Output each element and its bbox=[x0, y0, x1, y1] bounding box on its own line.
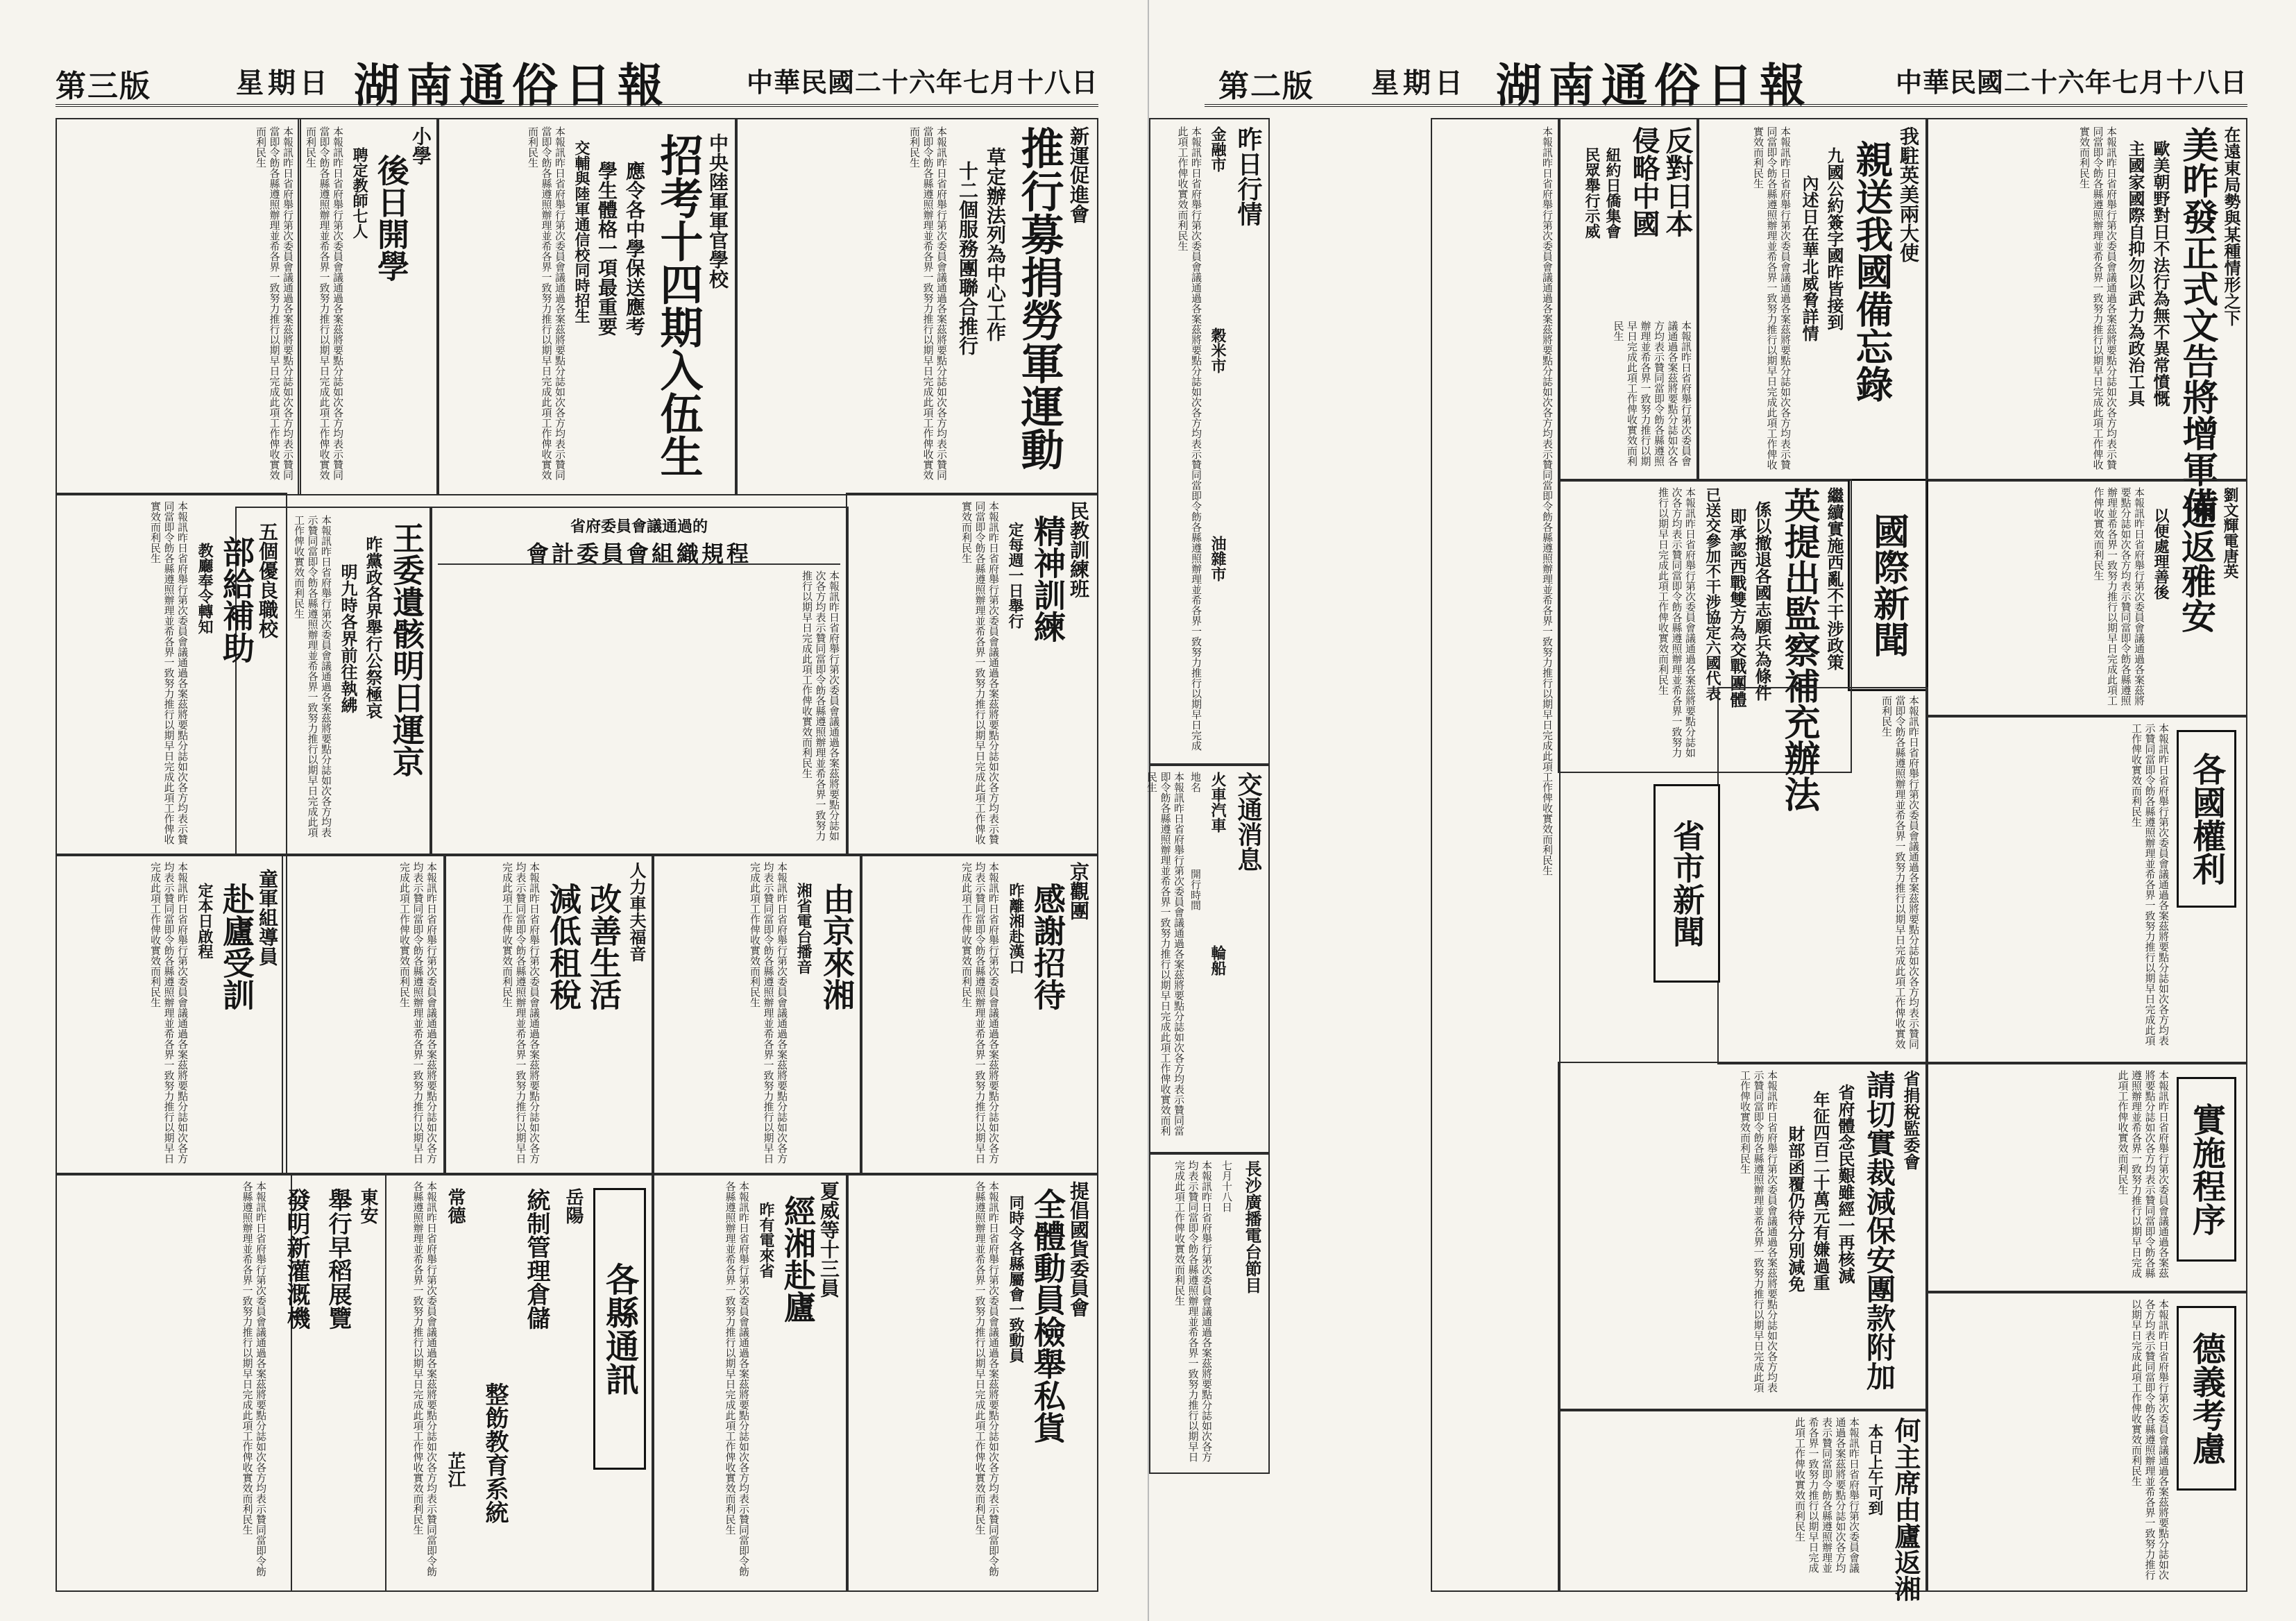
article-body: 本報訊昨日省府舉行第次委員會議通過各案茲將要點分誌如次各方均表示贊同當即令飭各縣遵照辦理並希各界一致努力推行以期早日完成此項工作俾收實效而利民生 bbox=[960, 862, 1000, 1164]
issue-date: 中華民國二十六年七月十八日 bbox=[1895, 67, 2247, 98]
article-subheadline: 財部函覆仍待分別減免 bbox=[1785, 1126, 1805, 1292]
article-body: 本報訊昨日省府舉行第次委員會議通過各案茲將要點分誌如次各方均表示贊同當即令飭各縣遵照辦理並希各界一致努力推行以期早日完成此項工作俾收實效而利民生 bbox=[1794, 1417, 1860, 1573]
article-body: 本報訊昨日省府舉行第次委員會議通過各案茲將要點分誌如次各方均表示贊同當即令飭各縣遵照辦理並希各界一致努力推行以期早日完成此項工作俾收實效而利民生 bbox=[2116, 1070, 2170, 1278]
article-subheadline: 已送交參加不干涉協定六國代表 bbox=[1703, 487, 1721, 701]
article-subheadline: 湘省電台播音 bbox=[794, 883, 813, 974]
weekday-label: 星期日 bbox=[1371, 67, 1467, 99]
article-kicker: 中央陸軍軍官學校 bbox=[706, 133, 729, 289]
ship-column: 地名 bbox=[1189, 772, 1202, 792]
article-kicker: 童軍組導員 bbox=[256, 869, 279, 966]
article-subheadline: 昨離湘赴漢口 bbox=[1007, 883, 1025, 974]
article-headline: 全體動員檢舉私貨 bbox=[1029, 1188, 1066, 1443]
article-body: 本報訊昨日省府舉行第次委員會議通過各案茲將要點分誌如次各方均表示贊同當即令飭各縣遵照辦理並希各界一致努力推行以期早日完成此項工作俾收實效而利民生 bbox=[501, 862, 541, 1164]
article-body: 本報訊昨日省府舉行第次委員會議通過各案茲將要點分誌如次各方均表示贊同當即令飭各縣遵照辦理並希各界一致努力推行以期早日完成此項工作俾收實效而利民生 bbox=[2092, 487, 2145, 706]
dateline: 芷江 bbox=[445, 1452, 466, 1488]
article-subheadline: 九國公約簽字國昨皆接到 bbox=[1824, 147, 1844, 330]
article-body: 本報訊昨日省府舉行第次委員會議通過各案茲將要點分誌如次各方均表示贊同當即令飭各縣遵照辦理並希各界一致努力推行以期早日完成此項工作俾收實效而利民生 bbox=[149, 862, 189, 1164]
article-subheadline: 同時令各縣屬會一致動員 bbox=[1007, 1195, 1025, 1363]
article-scout-training bbox=[56, 854, 287, 1176]
article-left-of-right bbox=[1431, 118, 1561, 1592]
article-envoy-memo bbox=[1697, 118, 1928, 482]
article-subheadline: 省府體念民艱雖經一再核減 bbox=[1835, 1084, 1855, 1284]
article-subheadline: 十二個服務團聯合推行 bbox=[956, 161, 979, 355]
article-subheadline: 草定辦法列為中心工作 bbox=[984, 147, 1007, 341]
article-subheadline: 主國家國際自抑勿以武力為政治工具 bbox=[2125, 140, 2145, 407]
article-kicker: 我駐英美兩大使 bbox=[1897, 126, 1920, 262]
article-headline: 舉行早稻展覽 bbox=[324, 1188, 352, 1330]
article-via-hunan bbox=[652, 1173, 849, 1592]
article-kicker: 省府委員會議通過的 bbox=[570, 518, 708, 536]
article-body: 本報訊昨日省府舉行第次委員會議通過各案茲將要點分誌如次各方均表示贊同當即令飭各縣遵照辦理並希各界一致努力推行以期早日完成此項工作俾收實效而利民生 bbox=[973, 1181, 1000, 1577]
article-subheadline: 減低租稅 bbox=[545, 883, 582, 1010]
market-section: 油雜市 bbox=[1209, 536, 1227, 582]
article-vocational-subsidy bbox=[56, 493, 287, 856]
article-school-opening bbox=[298, 118, 439, 495]
article-rickshaw bbox=[443, 854, 654, 1176]
dateline: 常德 bbox=[445, 1188, 466, 1224]
article-subheadline: 內述日在華北威脅詳情 bbox=[1799, 175, 1819, 341]
article-body: 本報訊昨日省府舉行第次委員會議通過各案茲將要點分誌如次各方均表示贊同當即令飭各縣遵照辦理並希各界一致努力推行以期早日完成此項工作俾收實效而利民生 bbox=[2078, 126, 2118, 470]
edition-label: 第二版 bbox=[1218, 69, 1314, 104]
article-headline: 英提出監察補充辦法 bbox=[1778, 487, 1820, 812]
article-kicker: 省捐稅監委會 bbox=[1900, 1070, 1921, 1170]
dateline: 東安 bbox=[357, 1188, 378, 1224]
article-subheadline: 交輔與陸軍通信校同時招生 bbox=[572, 140, 590, 323]
traffic-body: 本報訊昨日省府舉行第次委員會議通過各案茲將要點分誌如次各方均表示贊同當即令飭各縣遵照辦理並希各界一致努力推行以期早日完成此項工作俾收實效而利民生 bbox=[1146, 772, 1185, 1136]
article-kicker: 提倡國貨委員會 bbox=[1067, 1181, 1090, 1317]
article-germany-italy bbox=[1925, 1291, 2247, 1592]
article-subheadline: 係以撤退各國志願兵為條件 bbox=[1752, 501, 1772, 701]
article-body: 本報訊昨日省府舉行第次委員會議通過各案茲將要點分誌如次各方均表示贊同當即令飭各縣遵照辦理並希各界一致努力推行以期早日完成此項工作俾收實效而利民生 bbox=[1880, 695, 1920, 1049]
article-headline: 何主席由廬返湘 bbox=[1890, 1417, 1921, 1602]
article-body: 本報訊昨日省府舉行第次委員會議通過各案茲將要點分誌如次各方均表示贊同當即令飭各縣遵照辦理並希各界一致努力推行以期早日完成此項工作俾收實效而利民生 bbox=[241, 1181, 267, 1577]
article-tax-committee bbox=[1558, 1062, 1928, 1411]
article-body: 本報訊昨日省府舉行第次委員會議通過各案茲將要點分誌如次各方均表示贊同當即令飭各縣遵照辦理並希各界一致努力推行以期早日完成此項工作俾收實效而利民生 bbox=[908, 126, 948, 480]
page-third-edition bbox=[0, 0, 1147, 1621]
article-headline: 統制管理倉儲 bbox=[522, 1188, 550, 1330]
article-subheadline: 紐約日僑集會 bbox=[1604, 147, 1622, 239]
article-kicker: 夏威等十三員 bbox=[817, 1181, 840, 1298]
article-us-armament bbox=[1925, 118, 2247, 523]
article-body: 本報訊昨日省府舉行第次委員會議通過各案茲將要點分誌如次各方均表示贊同當即令飭各縣遵照辦理並希各界一致努力推行以期早日完成此項工作俾收實效而利民生 bbox=[255, 126, 294, 480]
article-body: 本報訊昨日省府舉行第次委員會議通過各案茲將要點分誌如次各方均表示贊同當即令飭各縣遵照辦理並希各界一致努力推行以期早日完成此項工作俾收實效而利民生 bbox=[749, 862, 788, 1164]
article-body: 本報訊昨日省府舉行第次委員會議通過各案茲將要點分誌如次各方均表示贊同當即令飭各縣遵照辦理並希各界一致努力推行以期早日完成此項工作俾收實效而利民生 bbox=[2130, 723, 2170, 1046]
article-subheadline: 定每週一日舉行 bbox=[1006, 522, 1024, 629]
newspaper-title: 湖南通俗日報 bbox=[1496, 58, 1812, 112]
section-title: 德義考慮 bbox=[2177, 1306, 2236, 1491]
article-subheadline: 昨有電來省 bbox=[757, 1202, 775, 1278]
section-title: 各國權利 bbox=[2177, 730, 2236, 908]
article-body: 本報訊昨日省府舉行第次委員會議通過各案茲將要點分誌如次各方均表示贊同當即令飭各縣遵照辦理並希各界一致努力推行以期早日完成此項工作俾收實效而利民生 bbox=[527, 126, 566, 480]
article-subheadline: 教廳奉令轉知 bbox=[196, 543, 214, 634]
article-middle bbox=[282, 854, 446, 1176]
article-body: 本報訊昨日省府舉行第次委員會議通過各案茲將要點分誌如次各方均表示贊同當即令飭各縣遵照辦理並希各界一致努力推行以期早日完成此項工作俾收實效而利民生 bbox=[305, 126, 344, 480]
article-subheadline: 明九時各界前往執紼 bbox=[338, 563, 358, 713]
article-subheadline: 年征四百二十萬元有嫌過重 bbox=[1810, 1091, 1830, 1291]
article-accounting-regulation bbox=[430, 507, 849, 856]
article-kicker: 小學 bbox=[409, 126, 432, 165]
article-subheadline: 歐美朝野對日不法行為無不異常憤慨 bbox=[2150, 140, 2170, 407]
article-headline: 由京來湘 bbox=[818, 883, 856, 1010]
article-kicker: 劉文輝電唐英 bbox=[2221, 487, 2239, 579]
radio-body: 本報訊昨日省府舉行第次委員會議通過各案茲將要點分誌如次各方均表示贊同當即令飭各縣遵照辦理並希各界一致努力推行以期早日完成此項工作俾收實效而利民生 bbox=[1173, 1160, 1213, 1462]
article-subheadline: 學生體格一項最重要 bbox=[595, 161, 618, 336]
article-subheadline: 本日上午可到 bbox=[1866, 1424, 1884, 1516]
article-body: 本報訊昨日省府舉行第次委員會議通過各案茲將要點分誌如次各方均表示贊同當即令飭各縣遵照辦理並希各界一致努力推行以期早日完成此項工作俾收實效而利民生 bbox=[411, 1181, 438, 1577]
article-body: 本報訊昨日省府舉行第次委員會議通過各案茲將要點分誌如次各方均表示贊同當即令飭各縣遵照辦理並希各界一致努力推行以期早日完成此項工作俾收實效而利民生 bbox=[1752, 126, 1792, 470]
article-headline: 會計委員會組織規程 bbox=[526, 541, 751, 567]
article-kicker: 在遠東局勢與某種情形之下 bbox=[2221, 126, 2241, 326]
radio-title: 長沙廣播電台節目 bbox=[1242, 1160, 1262, 1293]
article-subheadline: 定本日啟程 bbox=[196, 883, 214, 959]
article-subheadline: 應令各中學保送應考 bbox=[623, 161, 646, 336]
article-subheadline: 以便處理善後 bbox=[2152, 508, 2170, 600]
article-fundraising bbox=[735, 118, 1098, 495]
article-subheadline: 民眾舉行示威 bbox=[1583, 147, 1601, 239]
train-label: 火車汽車 bbox=[1209, 772, 1227, 833]
left-page-body bbox=[56, 118, 1098, 1579]
market-title: 昨日行情 bbox=[1234, 126, 1263, 226]
article-headline: 經湘赴廬 bbox=[779, 1195, 817, 1323]
article-middle-right bbox=[1717, 687, 1928, 1064]
article-headline: 部給補助 bbox=[218, 536, 255, 663]
article-body: 本報訊昨日省府舉行第次委員會議通過各案茲將要點分誌如次各方均表示贊同當即令飭各縣遵照辦理並希各界一致努力推行以期早日完成此項工作俾收實效而利民生 bbox=[293, 515, 332, 838]
ship-label: 輪船 bbox=[1209, 945, 1227, 976]
article-body: 本報訊昨日省府舉行第次委員會議通過各案茲將要點分誌如次各方均表示贊同當即令飭各縣遵照辦理並希各界一致努力推行以期早日完成此項工作俾收實效而利民生 bbox=[960, 501, 1000, 845]
article-headline: 改善生活 bbox=[585, 883, 622, 1010]
traffic-news bbox=[1146, 763, 1270, 1155]
article-body: 本報訊昨日省府舉行第次委員會議通過各案茲將要點分誌如次各方均表示贊同當即令飭各縣遵照辦理並希各界一致努力推行以期早日完成此項工作俾收實效而利民生 bbox=[801, 570, 840, 841]
masthead-right bbox=[1205, 49, 2247, 112]
article-from-nanjing bbox=[652, 854, 862, 1176]
section-city-news: 省市新聞 bbox=[1653, 784, 1720, 983]
weekday-label: 星期日 bbox=[236, 67, 332, 99]
page-second-edition bbox=[1148, 0, 2296, 1621]
section-international-news: 國際新聞 bbox=[1848, 479, 1928, 691]
article-body: 本報訊昨日省府舉行第次委員會議通過各案茲將要點分誌如次各方均表示贊同當即令飭各縣遵照辦理並希各界一致努力推行以期早日完成此項工作俾收實效而利民生 bbox=[149, 501, 189, 845]
masthead-left bbox=[56, 49, 1098, 112]
article-national-rights bbox=[1925, 715, 2247, 1064]
article-subheadline: 聘定教師七人 bbox=[350, 147, 368, 239]
article-headline: 推行募捐勞軍運動 bbox=[1014, 126, 1064, 470]
article-kicker: 新運促進會 bbox=[1067, 126, 1090, 223]
ship-column: 開行時間 bbox=[1189, 869, 1202, 910]
article-headline: 請切實裁減保安團款附加 bbox=[1862, 1070, 1896, 1391]
article-headline: 後日開學 bbox=[373, 154, 410, 282]
article-body: 本報訊昨日省府舉行第次委員會議通過各案茲將要點分誌如次各方均表示贊同當即令飭各縣遵照辦理並希各界一致努力推行以期早日完成此項工作俾收實效而利民生 bbox=[1739, 1070, 1778, 1393]
article-irrigation bbox=[56, 1173, 386, 1592]
market-section: 穀米市 bbox=[1209, 328, 1227, 373]
radio-program bbox=[1149, 1152, 1270, 1474]
article-kicker: 繼續實施西亂不干涉政策 bbox=[1824, 487, 1844, 670]
article-kicker: 五個優良職校 bbox=[256, 522, 279, 638]
dateline: 岳陽 bbox=[563, 1188, 584, 1224]
radio-date: 七月十八日 bbox=[1221, 1160, 1233, 1212]
article-headline: 招考十四期入伍生 bbox=[653, 133, 704, 477]
issue-date: 中華民國二十六年七月十八日 bbox=[746, 67, 1098, 98]
article-subheadline: 昨黨政各界舉行公祭極哀 bbox=[363, 536, 383, 719]
traffic-title: 交通消息 bbox=[1234, 772, 1263, 872]
edition-label: 第三版 bbox=[56, 69, 151, 104]
article-body: 本報訊昨日省府舉行第次委員會議通過各案茲將要點分誌如次各方均表示贊同當即令飭各縣遵照辦理並希各界一致努力推行以期早日完成此項工作俾收實效而利民生 bbox=[724, 1181, 750, 1577]
article-headline: 精神訓練 bbox=[1029, 515, 1066, 643]
article-kicker: 人力車夫福音 bbox=[627, 862, 647, 962]
article-body: 本報訊昨日省府舉行第次委員會議通過各案茲將要點分誌如次各方均表示贊同當即令飭各縣遵照辦理並希各界一致努力推行以期早日完成此項工作俾收實效而利民生 bbox=[1612, 321, 1692, 466]
article-headline: 速返雅安 bbox=[2176, 494, 2217, 633]
article-headline: 侵略中國 bbox=[1628, 126, 1660, 237]
market-body: 本報訊昨日省府舉行第次委員會議通過各案茲將要點分誌如次各方均表示贊同當即令飭各縣遵照辦理並希各界一致努力推行以期早日完成此項工作俾收實效而利民生 bbox=[1176, 126, 1202, 751]
market-report bbox=[1149, 118, 1270, 766]
right-page-body bbox=[1281, 118, 2247, 1602]
market-section: 金融市 bbox=[1209, 126, 1227, 172]
article-military-school bbox=[436, 118, 738, 495]
article-body: 本報訊昨日省府舉行第次委員會議通過各案茲將要點分誌如次各方均表示贊同當即令飭各縣遵照辦理並希各界一致努力推行以期早日完成此項工作俾收實效而利民生 bbox=[1657, 487, 1697, 758]
article-implementation bbox=[1925, 1062, 2247, 1293]
article-liu-wenhui bbox=[1925, 479, 2247, 718]
article-headline: 親送我國備忘錄 bbox=[1850, 140, 1894, 402]
article-headline: 赴廬受訓 bbox=[218, 883, 255, 1010]
article-anti-japan bbox=[1558, 118, 1699, 482]
article-kicker: 反對日本 bbox=[1661, 126, 1694, 237]
article-training bbox=[846, 493, 1098, 856]
article-governor-return bbox=[1558, 1409, 1928, 1602]
article-kicker: 民教訓練班 bbox=[1067, 501, 1090, 598]
article-headline: 美昨發正式文告將增軍備 bbox=[2176, 126, 2218, 523]
article-national-goods bbox=[846, 1173, 1098, 1592]
article-thanks bbox=[860, 854, 1098, 1176]
article-headline: 感謝招待 bbox=[1029, 883, 1066, 1010]
newspaper-title: 湖南通俗日報 bbox=[354, 58, 670, 112]
article-subheadline: 即承認西戰雙方為交戰團體 bbox=[1727, 508, 1747, 708]
article-body: 本報訊昨日省府舉行第次委員會議通過各案茲將要點分誌如次各方均表示贊同當即令飭各縣遵照辦理並希各界一致努力推行以期早日完成此項工作俾收實效而利民生 bbox=[398, 862, 438, 1164]
article-body: 本報訊昨日省府舉行第次委員會議通過各案茲將要點分誌如次各方均表示贊同當即令飭各縣遵照辦理並希各界一致努力推行以期早日完成此項工作俾收實效而利民生 bbox=[2130, 1299, 2170, 1580]
section-title: 實施程序 bbox=[2177, 1077, 2236, 1262]
article-headline: 發明新灌溉機 bbox=[282, 1188, 310, 1330]
article-kicker: 京觀團 bbox=[1067, 862, 1090, 920]
article-body: 本報訊昨日省府舉行第次委員會議通過各案茲將要點分誌如次各方均表示贊同當即令飭各縣遵照辦理並希各界一致努力推行以期早日完成此項工作俾收實效而利民生 bbox=[1541, 126, 1554, 876]
article-headline: 整飭教育系統 bbox=[481, 1382, 509, 1524]
section-title: 各縣通訊 bbox=[593, 1188, 646, 1470]
article-left-column bbox=[56, 118, 301, 495]
article-headline: 王委遺骸明日運京 bbox=[388, 522, 425, 777]
regulation-header bbox=[438, 515, 840, 565]
